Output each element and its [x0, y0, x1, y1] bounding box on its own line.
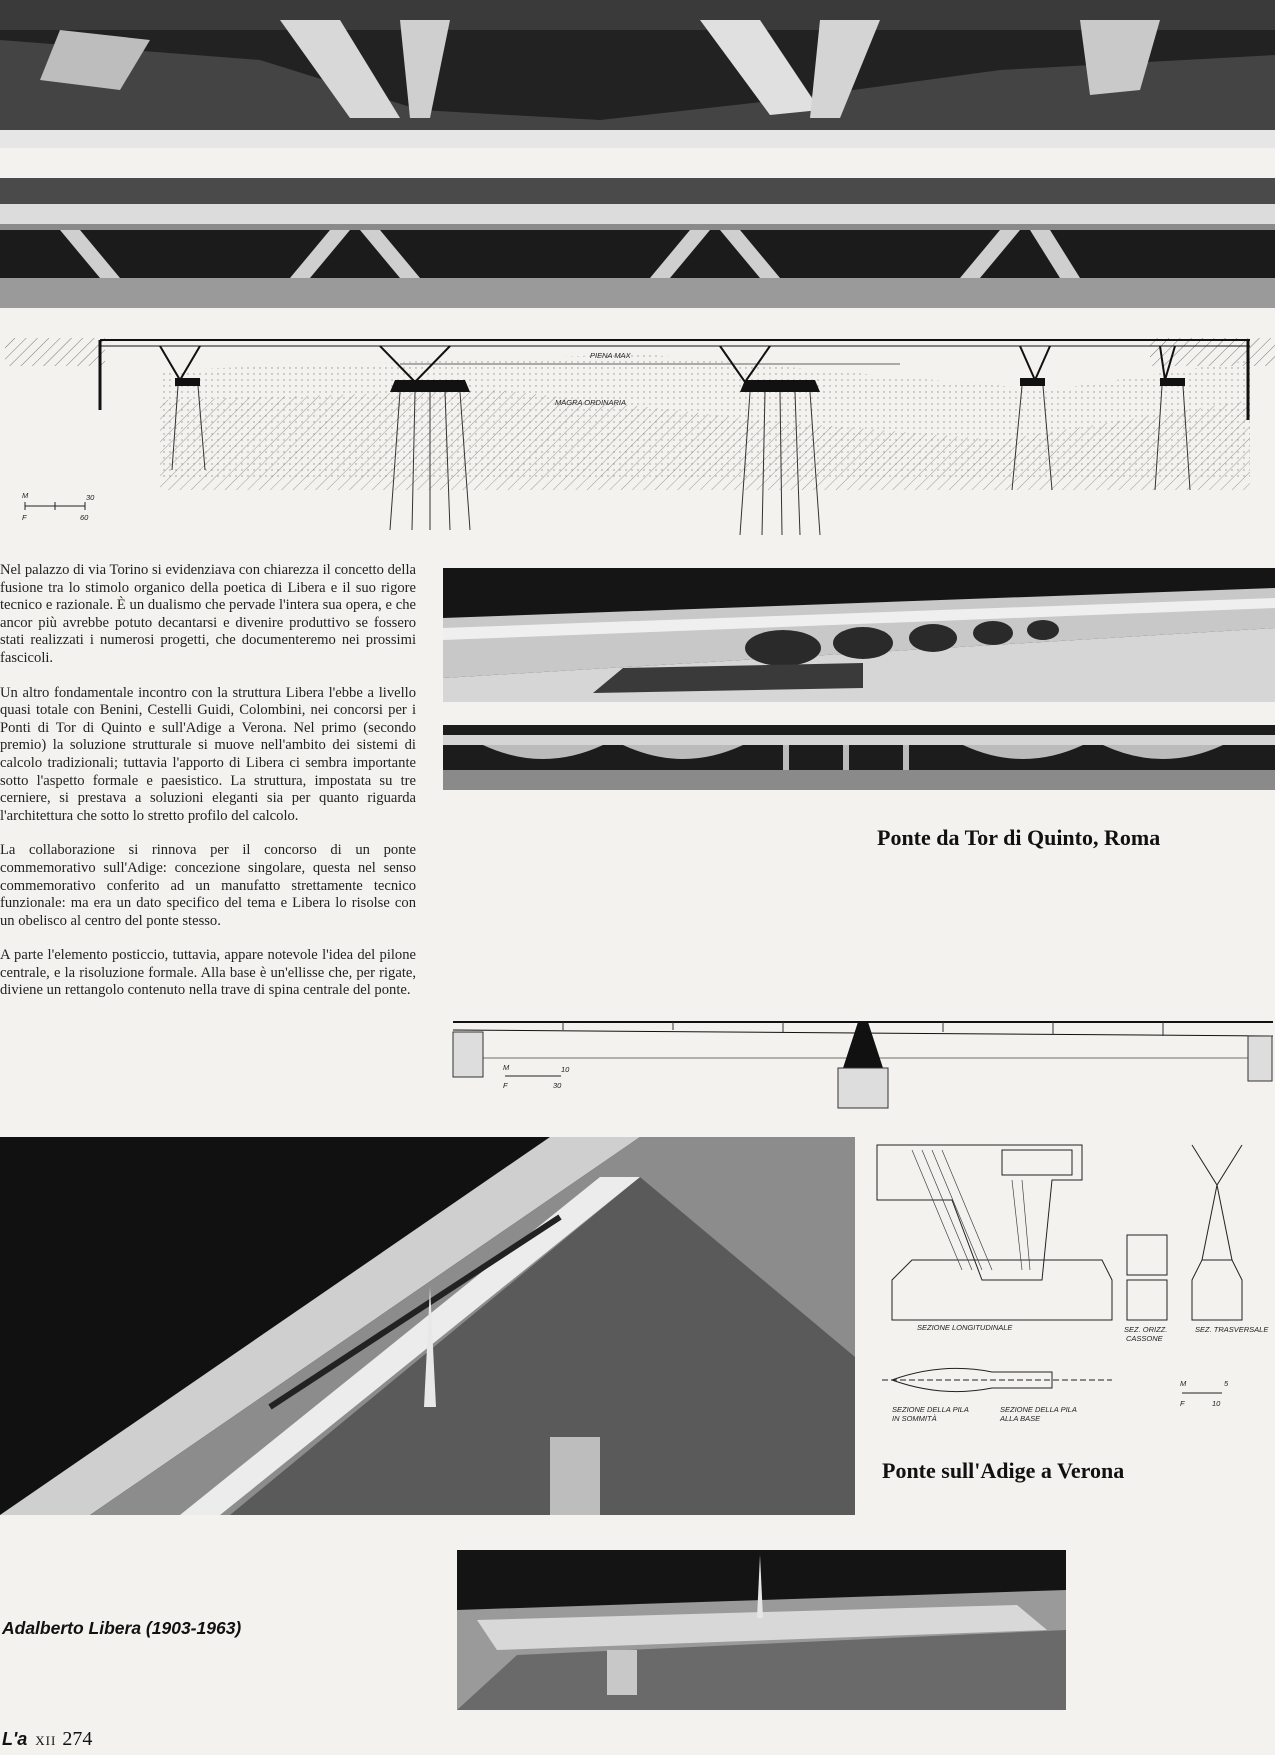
scale-bar-mid: [503, 1063, 570, 1090]
scale-top-m: M: [22, 491, 29, 500]
article-body: [0, 562, 416, 1017]
label-pila-base-1: SEZIONE DELLA PILA: [1000, 1405, 1077, 1414]
verona-model-photo-small: [457, 1550, 1066, 1710]
scale-mid-m: M: [503, 1063, 510, 1072]
verona-elevation-drawing: [443, 1010, 1275, 1115]
label-sez-orizz-2: CASSONE: [1126, 1334, 1163, 1343]
label-piena-max: PIENA MAX: [590, 351, 631, 360]
scale-detail-f-val: 10: [1212, 1399, 1221, 1408]
label-pila-sommita-2: IN SOMMITÀ: [892, 1414, 937, 1423]
label-pila-sommita-1: SEZIONE DELLA PILA: [892, 1405, 969, 1414]
scale-mid-f: F: [503, 1081, 508, 1090]
bridge-model-photo-elevation: [443, 725, 1275, 790]
scale-detail-m: M: [1180, 1379, 1187, 1388]
paragraph-1: Nel palazzo di via Torino si evidenziava con chiarezza il concetto della fusione tra lo stimolo organico della poetica di Libera e il suo rigore tecnico e razionale. È un dualismo che pervade l'intera sua opera, e che ancor più avrebbe potuto decantarsi e divenire produttivo se fossero stati realizzati i numerosi progetti, che documenteremo nei prossimi fascicoli.: [0, 562, 416, 666]
caption-tor-di-quinto: Ponte da Tor di Quinto, Roma: [877, 825, 1161, 850]
scale-bar-top: [22, 491, 95, 522]
scale-mid-f-val: 30: [553, 1081, 562, 1090]
scale-top-m-val: 30: [86, 493, 95, 502]
paragraph-3: La collaborazione si rinnova per il concorso di un ponte commemorativo sull'Adige: concezione singolare, questa nel senso commemorativo conferito ad un manufatto strettamente tecnico funzionale: ma era un dato specifico del tema e Libera lo risolse con un obelisco al centro del ponte stesso.: [0, 842, 416, 929]
volume-number: XII: [35, 1733, 57, 1748]
verona-pier-section-drawings: [872, 1140, 1275, 1430]
bridge-model-photo-top: [0, 0, 1275, 148]
verona-model-photo-aerial: [0, 1137, 855, 1515]
scale-top-f: F: [22, 513, 27, 522]
label-pila-base-2: ALLA BASE: [1000, 1414, 1041, 1423]
paragraph-4: A parte l'elemento posticcio, tuttavia, appare notevole l'idea del pilone centrale, e la risoluzione formale. Alla base è un'ellisse che, per rigate, diviene un rettangolo contenuto nella trave di spina centrale del ponte.: [0, 947, 416, 999]
tor-di-quinto-elevation-drawing: [0, 330, 1275, 550]
label-sezione-longitudinale: SEZIONE LONGITUDINALE: [917, 1323, 1013, 1332]
page-number: 274: [62, 1728, 93, 1750]
scale-bar-detail: [1180, 1379, 1229, 1408]
bridge-model-photo-perspective: [443, 568, 1275, 702]
label-magra-ordinaria: MAGRA ORDINARIA: [555, 398, 626, 407]
scale-mid-m-val: 10: [561, 1065, 570, 1074]
author-name: Adalberto Libera (1903-1963): [2, 1618, 242, 1638]
scale-detail-f: F: [1180, 1399, 1185, 1408]
scale-detail-m-val: 5: [1224, 1379, 1229, 1388]
bridge-model-photo-side: [0, 178, 1275, 308]
label-sez-trasversale: SEZ. TRASVERSALE: [1195, 1325, 1269, 1334]
magazine-logo: L'a: [2, 1729, 28, 1749]
label-sez-orizz-1: SEZ. ORIZZ.: [1124, 1325, 1168, 1334]
caption-verona: Ponte sull'Adige a Verona: [882, 1458, 1125, 1483]
scale-top-f-val: 60: [80, 513, 89, 522]
page-folio: [2, 1728, 92, 1751]
paragraph-2: Un altro fondamentale incontro con la struttura Libera l'ebbe a livello quasi totale con Benini, Cestelli Guidi, Colombini, nei concorsi per i Ponti di Tor di Quinto e sull'Adige a Verona. Nel primo (secondo premio) la soluzione strutturale si muove nell'ambito dei sistemi di calcolo tradizionali; tuttavia l'apporto di Libera ci sembra importante sotto l'aspetto formale e paesistico. La struttura, impostata su tre cerniere, si prestava a soluzioni eleganti sia per quanto riguarda l'architettura che sotto lo stretto profilo del calcolo.: [0, 684, 416, 824]
